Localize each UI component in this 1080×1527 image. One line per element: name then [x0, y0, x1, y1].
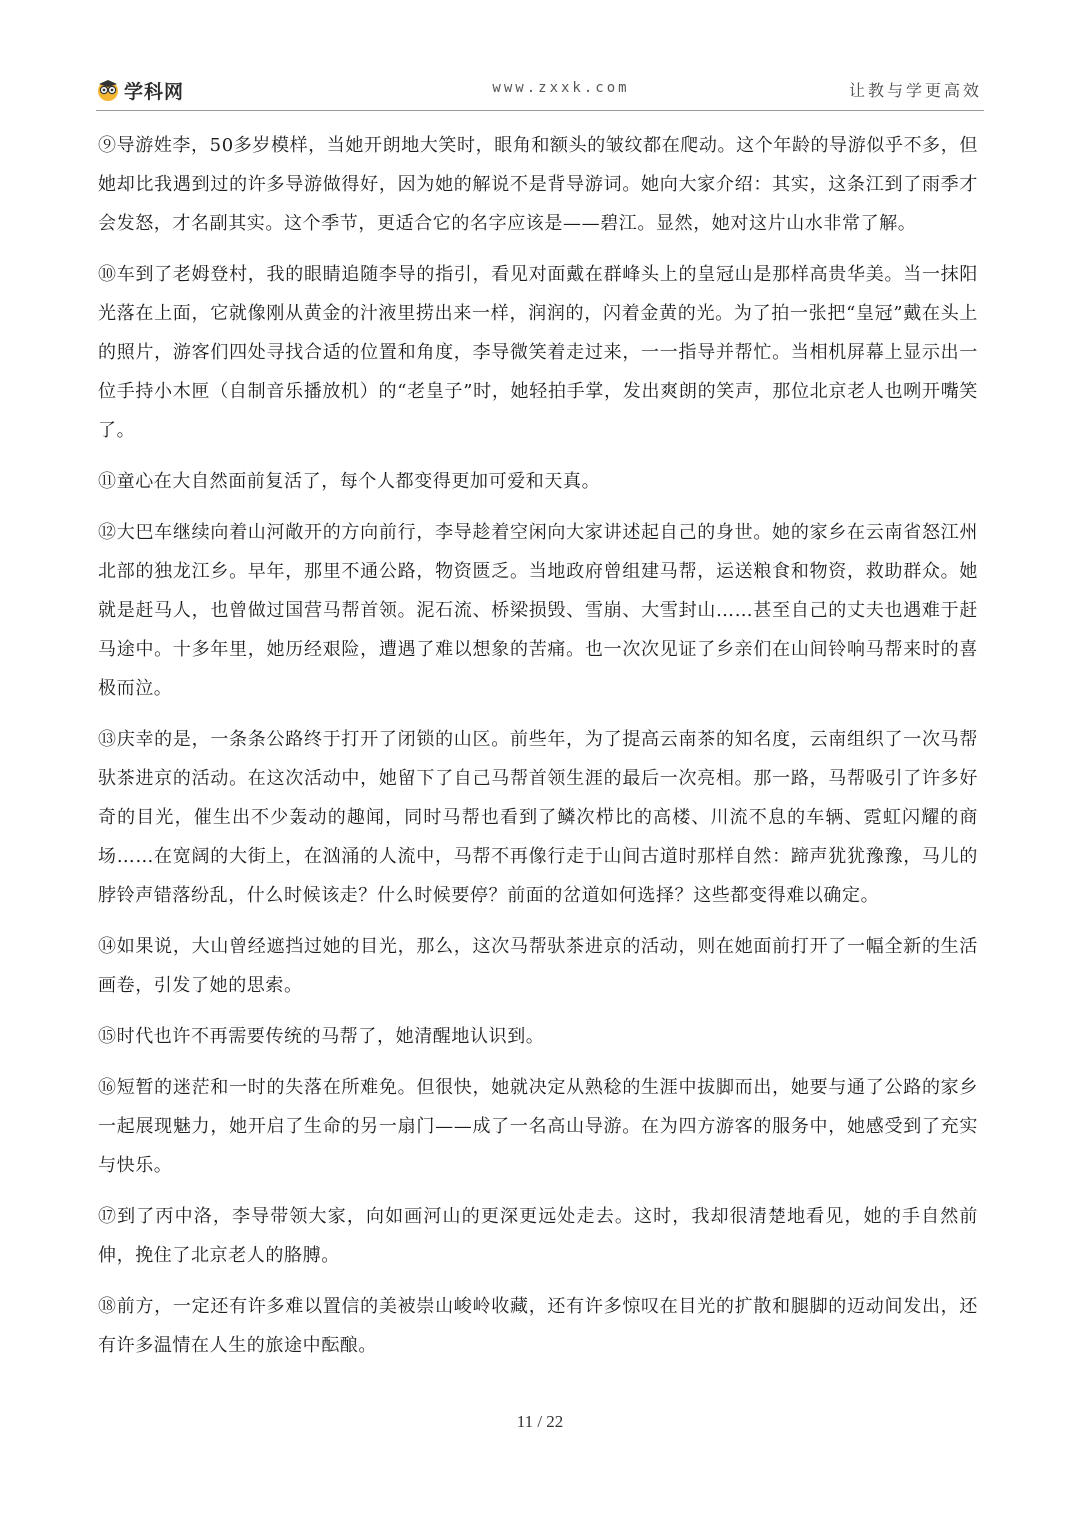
header-divider: [96, 110, 984, 111]
owl-logo-icon: [96, 78, 120, 102]
logo-text: 学科网: [124, 80, 185, 103]
paragraph-9: ⑨导游姓李，50多岁模样，当她开朗地大笑时，眼角和额头的皱纹都在爬动。这个年龄的导游似乎不多，但她却比我遇到过的许多导游做得好，因为她的解说不是背导游词。她向大家介绍：其实，这条江到了雨季才会发怒，才名副其实。这个季节，更适合它的名字应该是——碧江。显然，她对这片山水非常了解。: [98, 135, 978, 234]
page-number: 11 / 22: [516, 1412, 564, 1431]
slogan: 让教与学更高效: [848, 81, 982, 100]
paragraph-15: ⑮时代也许不再需要传统的马帮了，她清醒地认识到。: [98, 1026, 545, 1047]
paragraph-14: ⑭如果说，大山曾经遮挡过她的目光，那么，这次马帮驮茶进京的活动，则在她面前打开了一幅全新的生活画卷，引发了她的思索。: [98, 936, 978, 996]
paragraph-12: ⑫大巴车继续向着山河敞开的方向前行，李导趁着空闲向大家讲述起自己的身世。她的家乡在云南省怒江州北部的独龙江乡。早年，那里不通公路，物资匮乏。当地政府曾组建马帮，运送粮食和物资，救助群众。她就是赶马人，也曾做过国营马帮首领。泥石流、桥梁损毁、雪崩、大雪封山……甚至自己的丈夫也遇难于赶马途中。十多年里，她历经艰险，遭遇了难以想象的苦痛。也一次次见证了乡亲们在山间铃响马帮来时的喜极而泣。: [98, 522, 978, 699]
paragraph-11: ⑪童心在大自然面前复活了，每个人都变得更加可爱和天真。: [98, 471, 601, 492]
paragraph-10: ⑩车到了老姆登村，我的眼睛追随李导的指引，看见对面戴在群峰头上的皇冠山是那样高贵华美。当一抹阳光落在上面，它就像刚从黄金的汁液里捞出来一样，润润的，闪着金黄的光。为了拍一张把“皇冠”戴在头上的照片，游客们四处寻找合适的位置和角度，李导微笑着走过来，一一指导并帮忙。当相机屏幕上显示出一位手持小木匣（自制音乐播放机）的“老皇子”时，她轻拍手掌，发出爽朗的笑声，那位北京老人也咧开嘴笑了。: [98, 264, 978, 441]
paragraph-16: ⑯短暂的迷茫和一时的失落在所难免。但很快，她就决定从熟稔的生涯中拔脚而出，她要与通了公路的家乡一起展现魅力，她开启了生命的另一扇门——成了一名高山导游。在为四方游客的服务中，她感受到了充实与快乐。: [98, 1077, 978, 1176]
paragraph-13: ⑬庆幸的是，一条条公路终于打开了闭锁的山区。前些年，为了提高云南茶的知名度，云南组织了一次马帮驮茶进京的活动。在这次活动中，她留下了自己马帮首领生涯的最后一次亮相。那一路，马帮吸引了许多好奇的目光，催生出不少轰动的趣闻，同时马帮也看到了鳞次栉比的高楼、川流不息的车辆、霓虹闪耀的商场……在宽阔的大街上，在汹涌的人流中，马帮不再像行走于山间古道时那样自然：蹄声犹犹豫豫，马儿的脖铃声错落纷乱，什么时候该走？什么时候要停？前面的岔道如何选择？这些都变得难以确定。: [98, 729, 978, 906]
article-body: [98, 126, 978, 1377]
paragraph-17: ⑰到了丙中洛，李导带领大家，向如画河山的更深更远处走去。这时，我却很清楚地看见，她的手自然前伸，挽住了北京老人的胳膊。: [98, 1206, 978, 1266]
page-header: [96, 74, 984, 106]
paragraph-18: ⑱前方，一定还有许多难以置信的美被崇山峻岭收藏，还有许多惊叹在目光的扩散和腿脚的迈动间发出，还有许多温情在人生的旅途中酝酿。: [98, 1296, 978, 1356]
logo: [96, 76, 184, 104]
site-url: www.zxxk.com: [492, 80, 630, 96]
